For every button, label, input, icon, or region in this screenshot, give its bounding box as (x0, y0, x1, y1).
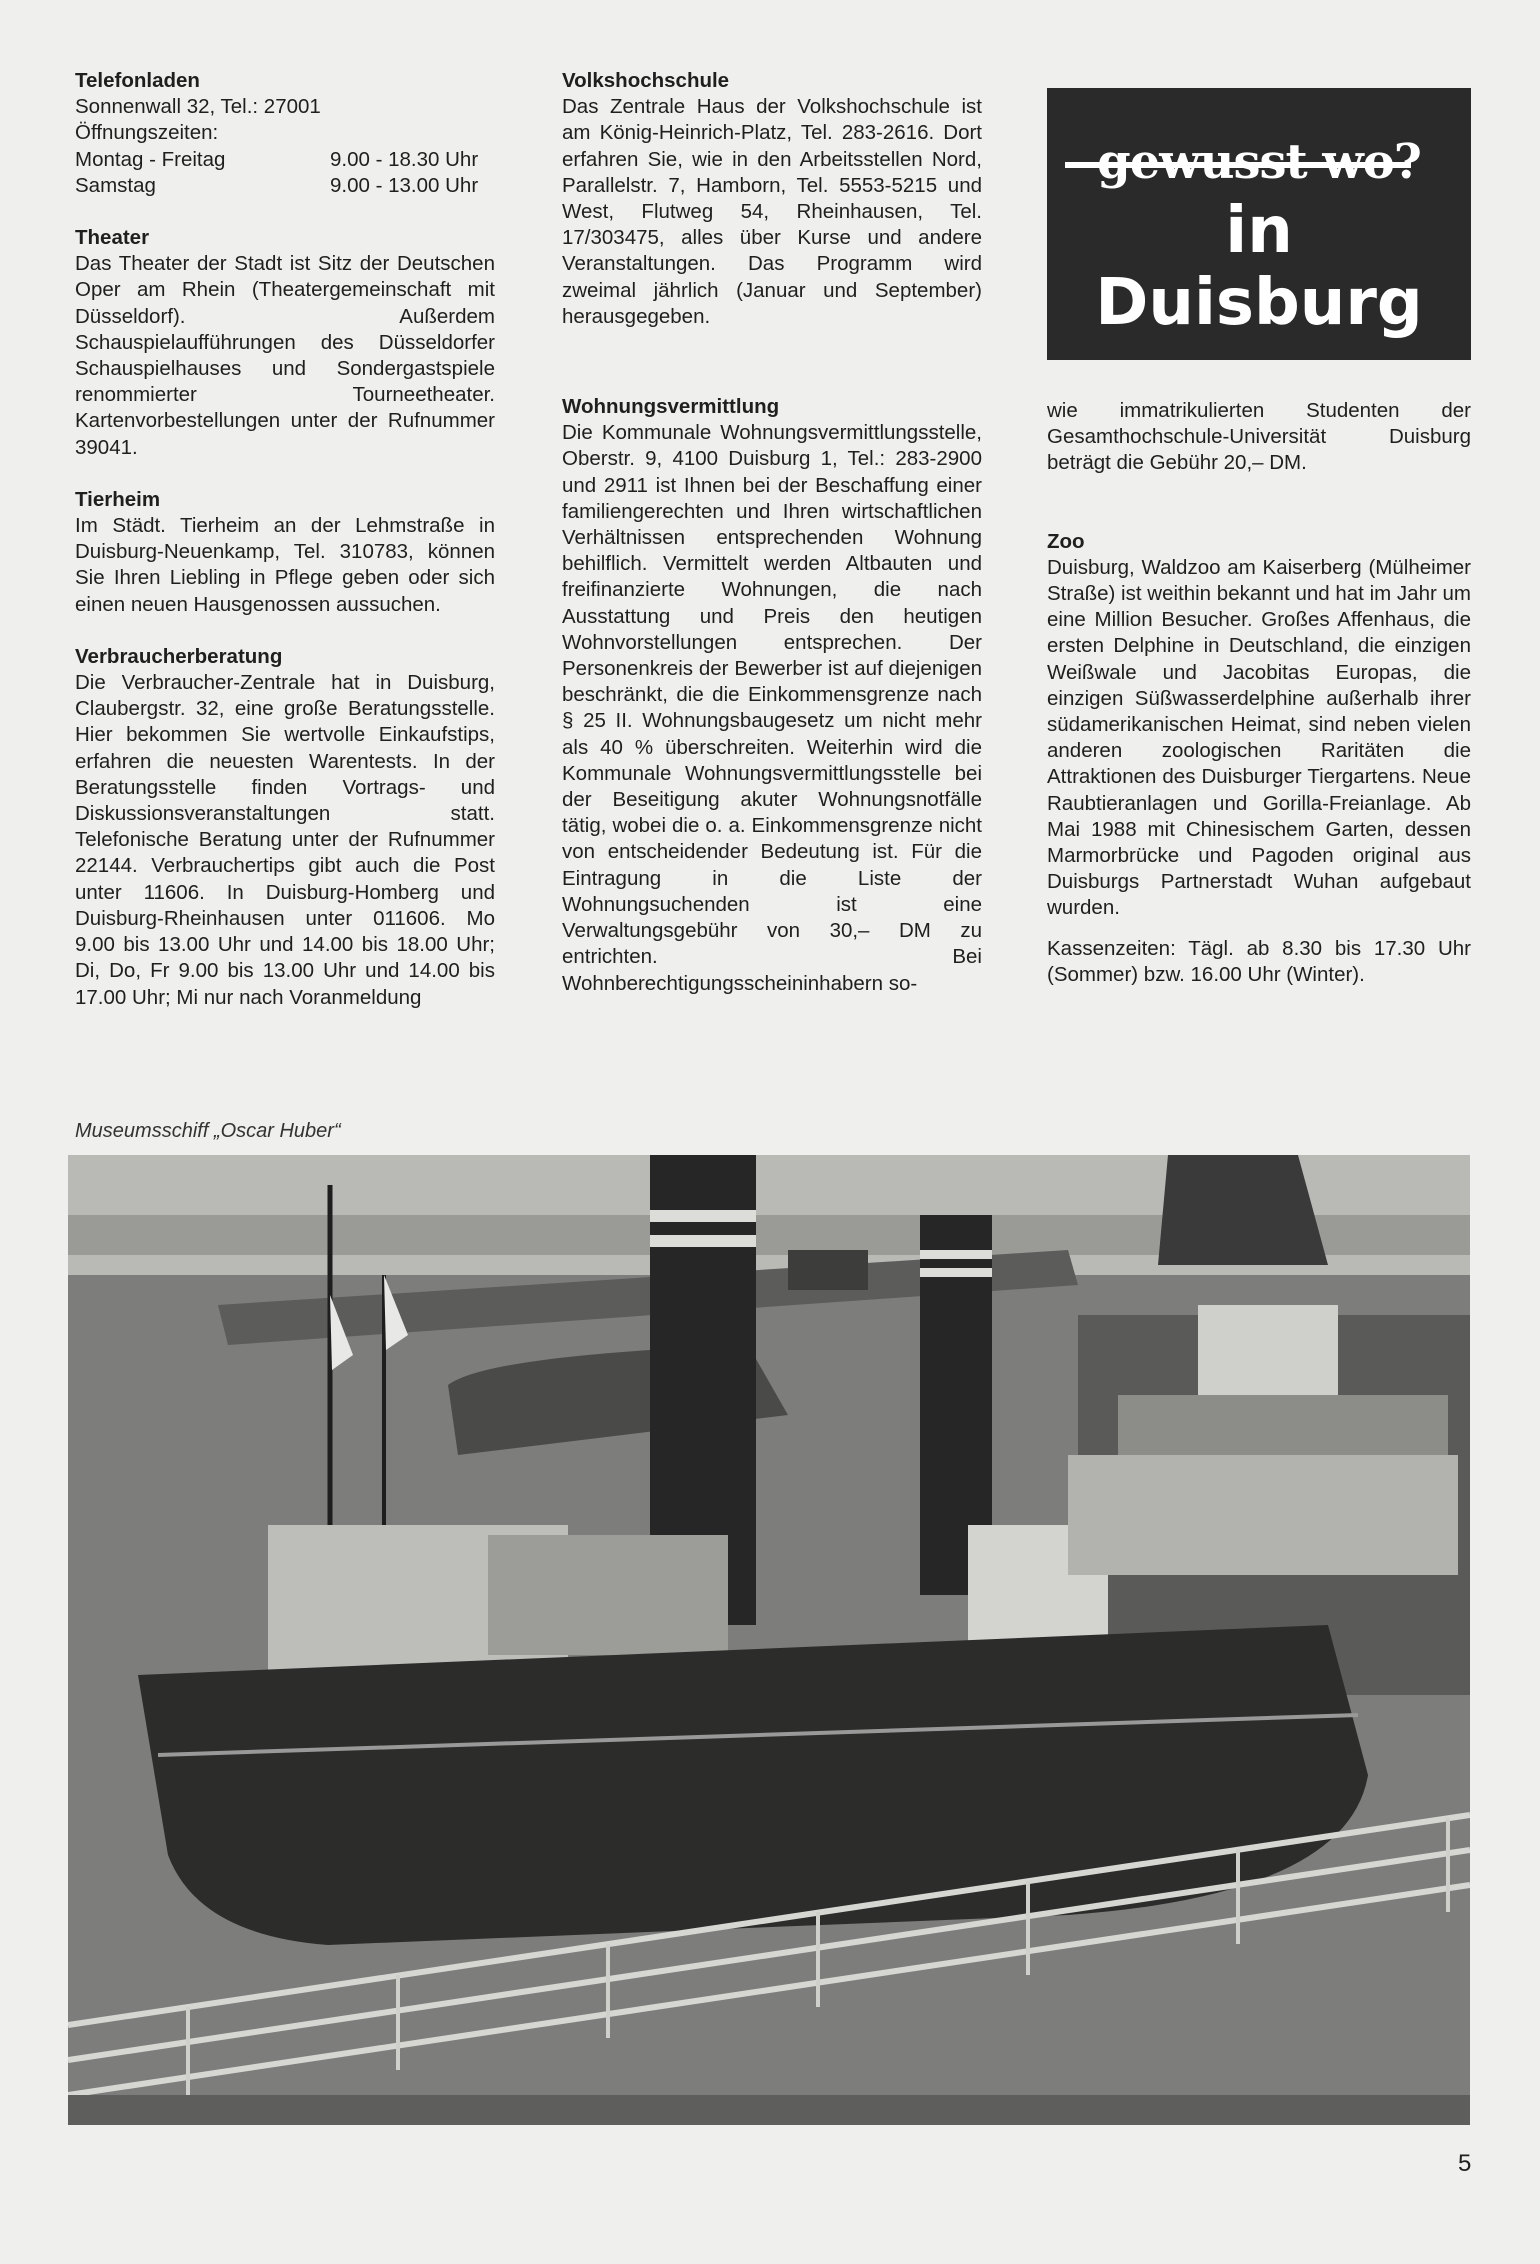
body-volkshochschule: Das Zentrale Haus der Volkshochschule ist am König-Heinrich-Platz, Tel. 283-2616. Dort erfahren Sie, wie in den Arbeitsstellen Nord, Parallelstr. 7, Hamborn, Tel. 5553-5215 und West, Flutweg 54, Rheinhausen, Tel. 17/303475, alles über Kurse und andere Veranstaltungen. Das Programm wird zweimal jährlich (Januar und September) herausgegeben. (562, 95, 982, 328)
body-continuation: wie immatrikulierten Studenten der Gesamthochschule-Universität Duisburg beträgt die Gebühr 20,– DM. (1047, 399, 1471, 475)
column-left (75, 68, 495, 1037)
section-wohnungsvermittlung (562, 394, 982, 997)
hours-time: 9.00 - 13.00 Uhr (330, 173, 479, 197)
body-tierheim: Im Städt. Tierheim an der Lehmstraße in Duisburg-Neuenkamp, Tel. 310783, können Sie Ihren Liebling in Pflege geben oder sich einen neuen Hausgenossen aussuchen. (75, 514, 495, 616)
section-continuation (1047, 398, 1471, 477)
photo-caption: Museumsschiff „Oscar Huber“ (75, 1120, 341, 1142)
body-wohnungsvermittlung: Die Kommunale Wohnungsvermittlungsstelle, Oberstr. 9, 4100 Duisburg 1, Tel.: 283-2900 und 2911 ist Ihnen bei der Beschaffung einer familiengerechten und Ihren wirtschaftlichen Verhältnissen entsprechenden Wohnung behilflich. Vermittelt werden Altbauten und freifinanzierte Wohnungen, die nach Ausstattung und Preis den heutigen Wohnvorstellungen entsprechen. Der Personenkreis der Bewerber ist auf diejenigen beschränkt, die die Einkommensgrenze nach § 25 II. Wohnungsbaugesetz um nicht mehr als 40 % überschreiten. Weiterhin wird die Kommunale Wohnungsvermittlungsstelle bei der Beseitigung akuter Wohnungsnotfälle tätig, wobei die o. a. Einkommensgrenze nicht von entscheidender Bedeutung ist. Für die Eintragung in die Liste der Wohnungsuchenden ist eine Verwaltungsgebühr von 30,– DM zu entrichten. Bei Wohnberechtigungsscheininhabern so- (562, 421, 982, 995)
heading-zoo: Zoo (1047, 529, 1085, 553)
heading-theater: Theater (75, 226, 150, 250)
hours-time: 9.00 - 18.30 Uhr (330, 147, 479, 171)
heading-tierheim: Tierheim (75, 487, 161, 511)
section-theater (75, 225, 495, 461)
hours-day: Montag - Freitag (75, 147, 226, 171)
ship-photo (68, 1155, 1470, 2125)
logo-line-duisburg: Duisburg (1095, 266, 1423, 340)
hours-row (75, 147, 495, 173)
page-number: 5 (1458, 2150, 1472, 2177)
hours-day: Samstag (75, 173, 156, 197)
hours-table (75, 147, 495, 199)
logo-text-gewusst: gewusst wo? (1097, 134, 1421, 190)
heading-wohnungsvermittlung: Wohnungsvermittlung (562, 395, 780, 419)
section-verbraucherberatung (75, 644, 495, 1011)
heading-telefonladen: Telefonladen (75, 69, 200, 92)
section-zoo (1047, 529, 1471, 988)
telefonladen-hours-label: Öffnungszeiten: (75, 121, 219, 145)
heading-volkshochschule: Volkshochschule (562, 69, 730, 92)
section-tierheim (75, 487, 495, 618)
heading-verbraucherberatung: Verbraucherberatung (75, 644, 283, 668)
column-middle (562, 68, 982, 1023)
body-verbraucherberatung: Die Verbraucher-Zentrale hat in Duisburg, Claubergstr. 32, eine große Beratungsstelle. Hier bekommen Sie wertvolle Einkaufstips, erfahren die neuesten Warentests. In der Beratungsstelle finden Vortrags- und Diskussionsveranstaltungen statt. Telefonische Beratung unter der Rufnummer 22144. Verbrauchertips gibt auch die Post unter 11606. In Duisburg-Homberg und Duisburg-Rheinhausen unter 011606. Mo 9.00 bis 13.00 Uhr und 14.00 bis 18.00 Uhr; Di, Do, Fr 9.00 bis 13.00 Uhr und 14.00 bis 17.00 Uhr; Mi nur nach Voranmeldung (75, 671, 495, 1009)
zoo-hours: Kassenzeiten: Tägl. ab 8.30 bis 17.30 Uhr (Sommer) bzw. 16.00 Uhr (Winter). (1047, 936, 1471, 986)
section-volkshochschule (562, 68, 982, 330)
logo-line-in: in (1225, 194, 1293, 268)
body-theater: Das Theater der Stadt ist Sitz der Deutschen Oper am Rhein (Theatergemeinschaft mit Düsseldorf). Außerdem Schauspielaufführungen des Düsseldorfer Schauspielhauses und Sondergastspiele renommierter Tourneetheater. Kartenvorbestellungen unter der Rufnummer 39041. (75, 252, 495, 459)
ship-illustration (68, 1155, 1470, 2125)
section-telefonladen (75, 68, 495, 199)
body-zoo: Duisburg, Waldzoo am Kaiserberg (Mülheimer Straße) ist weithin bekannt und hat im Jahr um eine Million Besucher. Großes Affenhaus, die ersten Delphine in Deutschland, die einzigen Weißwale und Jacobitas Europas, die einzigen Süßwasserdelphine außerhalb ihrer südamerikanischen Heimat, sind neben vielen anderen zoologischen Raritäten die Attraktionen des Duisburger Tiergartens. Neue Raubtieranlagen und Gorilla-Freianlage. Ab Mai 1988 mit Chinesischem Garten, dessen Marmorbrücke und Pagoden original aus Duisburgs Partnerstadt Wuhan aufgebaut wurden. (1047, 555, 1471, 920)
column-right (1047, 68, 1471, 1014)
hours-row (75, 173, 495, 199)
telefonladen-address: Sonnenwall 32, Tel.: 27001 (75, 95, 321, 119)
